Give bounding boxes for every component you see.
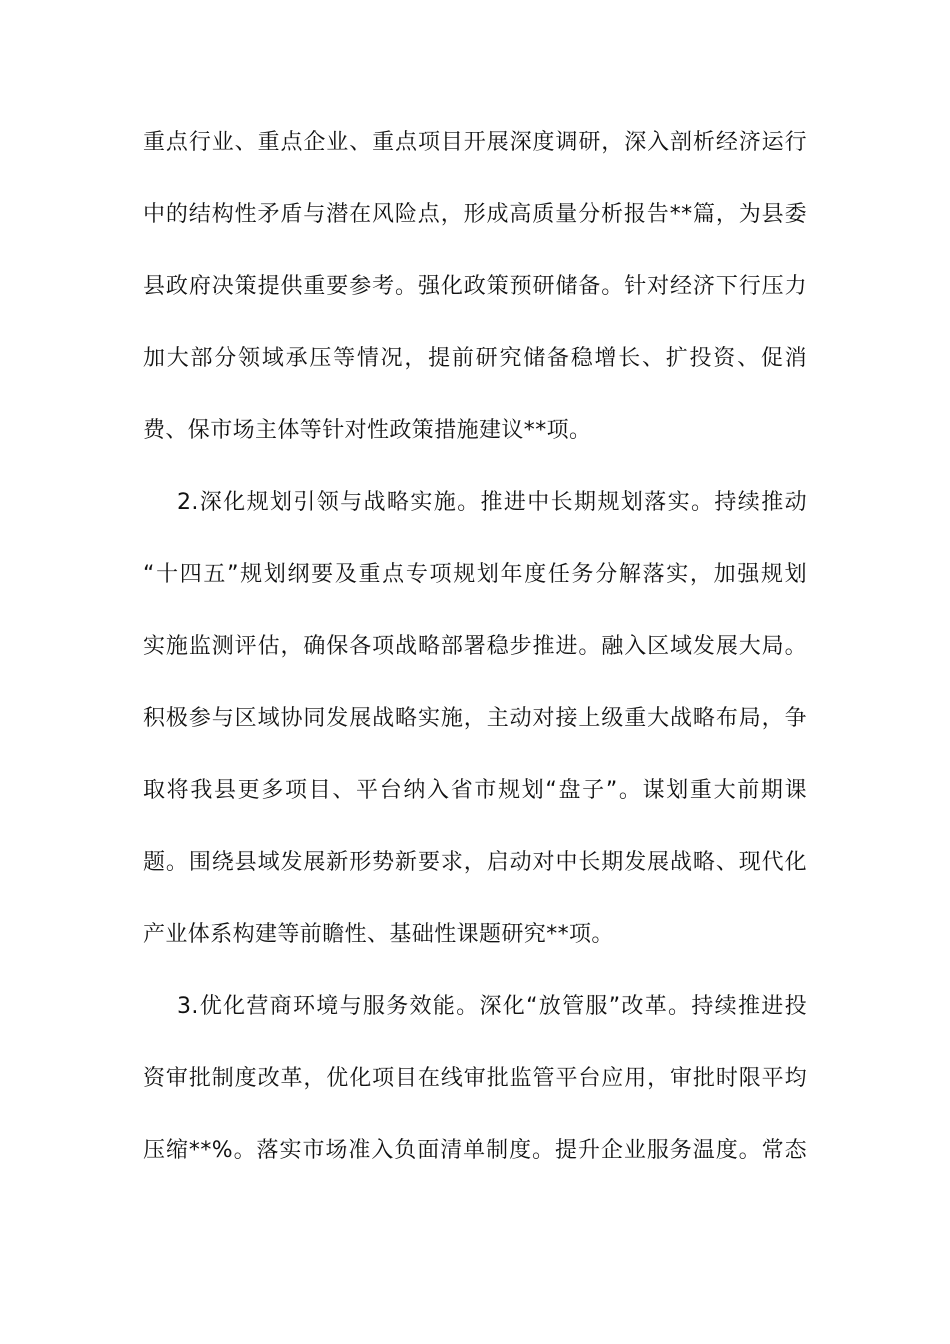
text-line: 实施监测评估，确保各项战略部署稳步推进。融入区域发展大局。 <box>143 634 807 659</box>
section-heading-line: 3.优化营商环境与服务效能。深化“放管服”改革。持续推进投 <box>177 994 807 1019</box>
text-line: 产业体系构建等前瞻性、基础性课题研究**项。 <box>143 922 614 947</box>
text-line: 压缩**%。落实市场准入负面清单制度。提升企业服务温度。常态 <box>143 1138 807 1163</box>
section-heading-line: 2.深化规划引领与战略实施。推进中长期规划落实。持续推动 <box>177 490 807 515</box>
text-line: 题。围绕县域发展新形势新要求，启动对中长期发展战略、现代化 <box>143 850 807 875</box>
text-line: 重点行业、重点企业、重点项目开展深度调研，深入剖析经济运行 <box>143 130 807 155</box>
text-line: 费、保市场主体等针对性政策措施建议**项。 <box>143 418 592 443</box>
text-line: 取将我县更多项目、平台纳入省市规划“盘子”。谋划重大前期课 <box>143 778 807 803</box>
text-line: 加大部分领域承压等情况，提前研究储备稳增长、扩投资、促消 <box>143 346 807 371</box>
text-line: 积极参与区域协同发展战略实施，主动对接上级重大战略布局，争 <box>143 706 807 731</box>
text-line: 资审批制度改革，优化项目在线审批监管平台应用，审批时限平均 <box>143 1066 807 1091</box>
text-line: 县政府决策提供重要参考。强化政策预研储备。针对经济下行压力 <box>143 274 807 299</box>
text-line: 中的结构性矛盾与潜在风险点，形成高质量分析报告**篇，为县委 <box>143 202 807 227</box>
text-line: “十四五”规划纲要及重点专项规划年度任务分解落实，加强规划 <box>143 562 807 587</box>
